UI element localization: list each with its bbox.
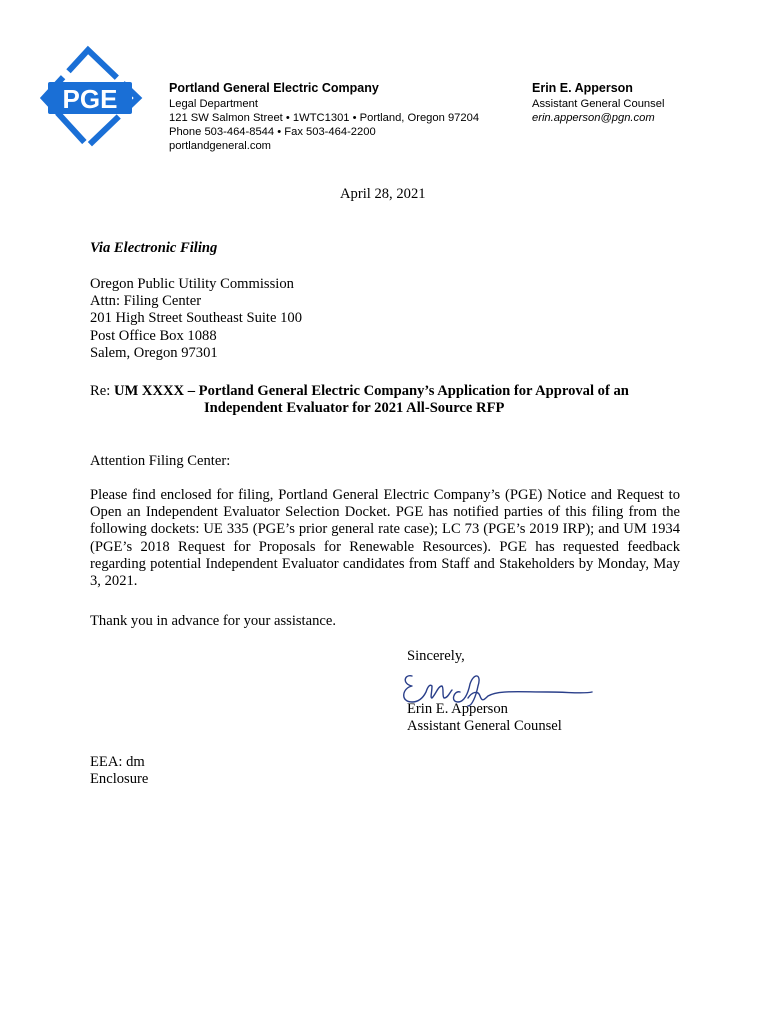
author-info xyxy=(532,81,664,125)
recipient-line: 201 High Street Southeast Suite 100 xyxy=(90,310,303,327)
company-department: Legal Department xyxy=(169,98,258,110)
company-address: 121 SW Salmon Street • 1WTC1301 • Portland, Oregon 97204 xyxy=(169,112,480,124)
author-name: Erin E. Apperson xyxy=(532,81,633,95)
thanks-paragraph: Thank you in advance for your assistance. xyxy=(90,613,336,629)
delivery-method: Via Electronic Filing xyxy=(90,240,218,256)
pge-logo xyxy=(40,42,146,154)
subject-text-line1: UM XXXX – Portland General Electric Company’s Application for Approval of an xyxy=(113,383,629,399)
subject-text-line2: Independent Evaluator for 2021 All-Source RFP xyxy=(204,400,505,417)
salutation: Attention Filing Center: xyxy=(90,453,231,469)
signer-title: Assistant General Counsel xyxy=(407,718,562,735)
company-phone-fax: Phone 503-464-8544 • Fax 503-464-2200 xyxy=(169,126,376,138)
recipient-line: Post Office Box 1088 xyxy=(90,327,217,344)
signer-name: Erin E. Apperson xyxy=(407,701,508,717)
subject-label: Re: xyxy=(90,383,111,399)
logo-text: PGE xyxy=(62,84,118,114)
enclosure-block xyxy=(90,754,148,788)
author-email[interactable]: erin.apperson@pgn.com xyxy=(532,112,655,124)
signer-block xyxy=(407,701,562,735)
company-name: Portland General Electric Company xyxy=(169,81,379,95)
enclosure-note: Enclosure xyxy=(90,771,149,788)
closing: Sincerely, xyxy=(407,648,465,664)
recipient-line: Oregon Public Utility Commission xyxy=(90,276,294,292)
pge-logo-mark xyxy=(44,50,138,146)
recipient-address xyxy=(90,276,302,362)
subject-line xyxy=(90,383,690,417)
letter-date: April 28, 2021 xyxy=(340,186,426,202)
reference-initials: EEA: dm xyxy=(90,754,145,770)
company-website[interactable]: portlandgeneral.com xyxy=(169,140,271,152)
body-paragraph: Please find enclosed for filing, Portland General Electric Company’s (PGE) Notice and Request to Open an Independent Evaluator Selection Docket. PGE has notified parties of this filing from the following dockets: UE 335 (PGE’s prior general rate case); LC 73 (PGE’s 2019 IRP); and UM 1934 (PGE’s 2018 Request for Proposals for Renewable Resources). PGE has requested feedback regarding potential Independent Evaluator candidates from Staff and Stakeholders by Monday, May 3, 2021. xyxy=(90,487,680,590)
company-info xyxy=(169,81,479,153)
recipient-line: Attn: Filing Center xyxy=(90,293,202,310)
author-title: Assistant General Counsel xyxy=(532,98,665,110)
recipient-line: Salem, Oregon 97301 xyxy=(90,344,218,361)
